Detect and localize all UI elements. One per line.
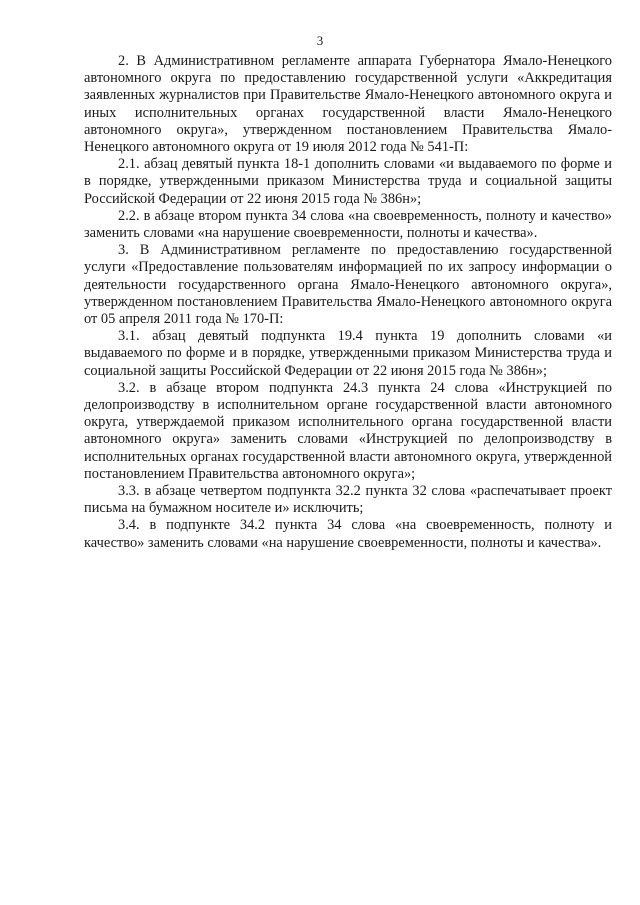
paragraph-3-4: 3.4. в подпункте 34.2 пункта 34 слова «на своевременность, полноту и качество» заменить словами «на нарушение своевременности, полноты и качества». [84, 517, 612, 551]
document-body [84, 53, 612, 552]
paragraph-3-1: 3.1. абзац девятый подпункта 19.4 пункта 19 дополнить словами «и выдаваемого по форме и в порядке, утвержденными приказом Министерства труда и социальной защиты Российской Федерации от 22 июня 2015 года № 386н»; [84, 328, 612, 379]
paragraph-2-1: 2.1. абзац девятый пункта 18-1 дополнить словами «и выдаваемого по форме и в порядке, утвержденными приказом Министерства труда и социальной защиты Российской Федерации от 22 июня 2015 года № 386н»; [84, 156, 612, 207]
paragraph-3-3: 3.3. в абзаце четвертом подпункта 32.2 пункта 32 слова «распечатывает проект письма на бумажном носителе и» исключить; [84, 483, 612, 517]
paragraph-2-2: 2.2. в абзаце втором пункта 34 слова «на своевременность, полноту и качество» заменить словами «на нарушение своевременности, полноты и качества». [84, 207, 612, 242]
page-number: 3 [316, 33, 324, 48]
paragraph-2: 2. В Административном регламенте аппарата Губернатора Ямало-Ненецкого автономного округа по предоставлению государственной услуги «Аккредитация заявленных журналистов при Правительстве Ямало-Ненецкого автономного округа и иных исполнительных органах государственной власти Ямало-Ненецкого автономного округа», утвержденном постановлением Правительства Ямало-Ненецкого автономного округа от 19 июля 2012 года № 541-П: [84, 53, 612, 156]
paragraph-3-2: 3.2. в абзаце втором подпункта 24.3 пункта 24 слова «Инструкцией по делопроизводству в исполнительном органе государственной власти автономного округа, утверждаемой приказом исполнительного органа государственной власти автономного округа» заменить словами «Инструкцией по делопроизводству в исполнительных органах государственной власти автономного округа, утвержденной постановлением Правительства автономного округа»; [84, 379, 612, 482]
paragraph-3: 3. В Административном регламенте по предоставлению государственной услуги «Предоставление пользователям информацией по их запросу информации о деятельности государственного органа Ямало-Ненецкого автономного округа», утвержденном постановлением Правительства Ямало-Ненецкого автономного округа от 05 апреля 2011 года № 170-П: [84, 242, 612, 328]
